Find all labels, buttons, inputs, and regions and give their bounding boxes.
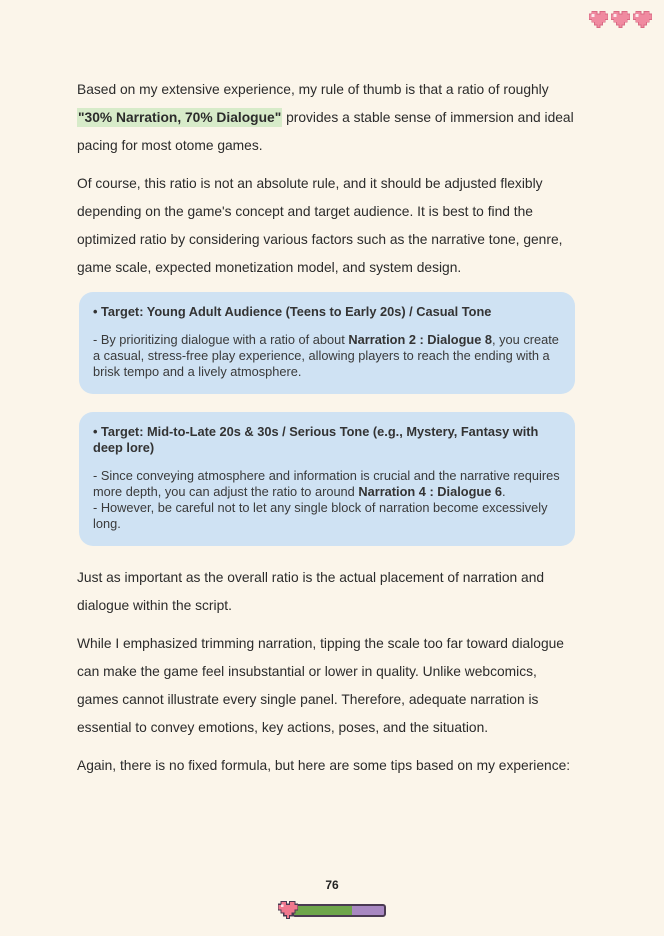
ratio-highlight: "30% Narration, 70% Dialogue" bbox=[78, 110, 282, 125]
paragraph-placement: Just as important as the overall ratio is the actual placement of narration and dialogue within the script. bbox=[77, 570, 545, 613]
tip-box-title: • Target: Young Adult Audience (Teens to Early 20s) / Casual Tone bbox=[93, 304, 492, 319]
heart-icon bbox=[278, 901, 298, 919]
tip-box-warning: - However, be careful not to let any single block of narration become excessively long. bbox=[93, 500, 548, 531]
tip-box-title: • Target: Mid-to-Late 20s & 30s / Serious Tone (e.g., Mystery, Fantasy with deep lore) bbox=[93, 424, 539, 455]
hearts-decoration bbox=[589, 11, 652, 28]
tip-box-young-adult bbox=[79, 292, 575, 394]
tip-text-before: - Since conveying atmosphere and information is crucial and the narrative requires more depth, you can adjust the ratio to around bbox=[93, 468, 560, 499]
page-number: 76 bbox=[325, 878, 339, 892]
paragraph-ratio-note: Of course, this ratio is not an absolute rule, and it should be adjusted flexibly depending on the game's concept and target audience. It is best to find the optimized ratio by considering various factors such as the narrative tone, genre, game scale, expected monetization model, and system design. bbox=[77, 176, 563, 275]
tip-box-text bbox=[93, 468, 561, 500]
tip-text-after: , you create a casual, stress-free play experience, allowing players to reach the ending with a brisk tempo and a lively atmosphere. bbox=[93, 332, 559, 379]
ratio-bold: Narration 2 : Dialogue 8 bbox=[348, 332, 493, 347]
tip-text-after: . bbox=[502, 484, 506, 499]
paragraph-intro bbox=[77, 76, 577, 160]
page-footer bbox=[0, 878, 664, 892]
page-content bbox=[77, 76, 577, 790]
heart-icon bbox=[611, 11, 630, 28]
intro-text-after: provides a stable sense of immersion and ideal pacing for most otome games. bbox=[77, 110, 574, 153]
heart-icon bbox=[589, 11, 608, 28]
progress-track bbox=[292, 904, 386, 917]
paragraph-tips-intro: Again, there is no fixed formula, but here are some tips based on my experience: bbox=[77, 758, 571, 773]
intro-text-before: Based on my extensive experience, my rule of thumb is that a ratio of roughly bbox=[77, 82, 549, 97]
ratio-bold: Narration 4 : Dialogue 6 bbox=[358, 484, 502, 499]
progress-bar bbox=[278, 901, 386, 921]
tip-box-text bbox=[93, 332, 561, 380]
tip-box-serious bbox=[79, 412, 575, 546]
heart-icon bbox=[633, 11, 652, 28]
paragraph-narration-balance: While I emphasized trimming narration, tipping the scale too far toward dialogue can make the game feel insubstantial or lower in quality. Unlike webcomics, games cannot illustrate every single panel. Therefore, adequate narration is essential to convey emotions, key actions, poses, and the situation. bbox=[77, 636, 564, 735]
progress-fill bbox=[294, 906, 352, 915]
tip-text-before: - By prioritizing dialogue with a ratio of about bbox=[93, 332, 349, 347]
